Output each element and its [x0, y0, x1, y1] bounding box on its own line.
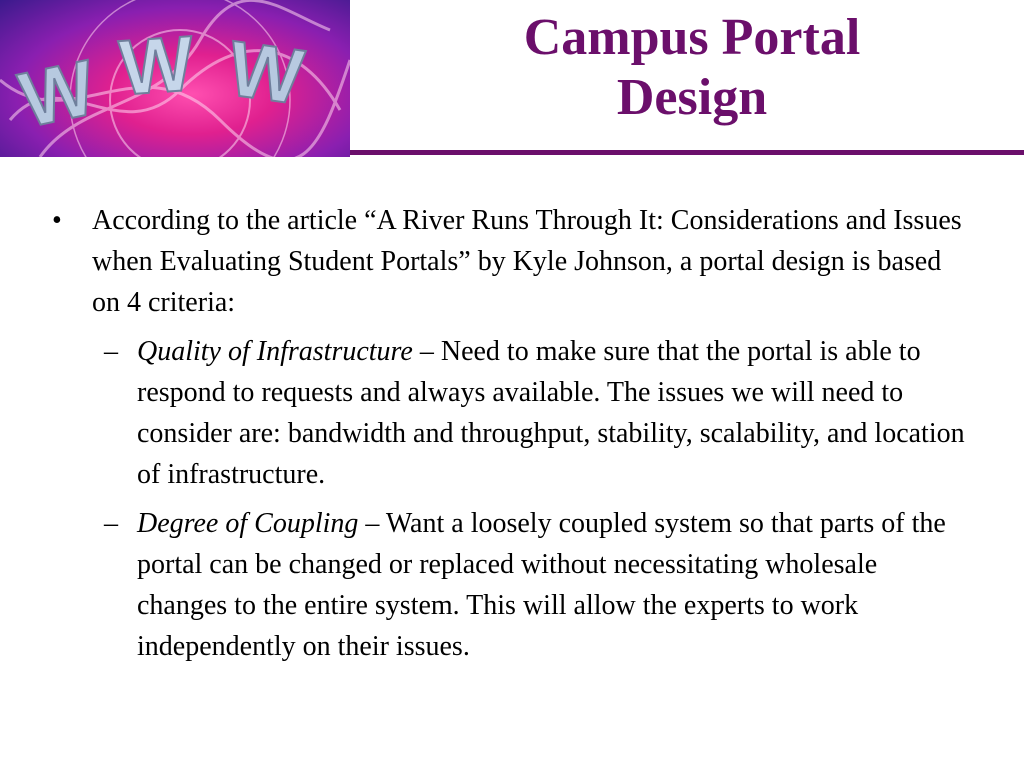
slide-body	[52, 200, 972, 675]
letter-w-1: W	[12, 42, 103, 145]
dash-marker: –	[104, 336, 118, 367]
sub-item-quality-of-infrastructure	[52, 331, 972, 495]
title-line-1: Campus Portal	[523, 9, 861, 66]
sub-item-text: Need to make sure that the portal is able to respond to requests and always available. The issues we will need to consider are: bandwidth and throughput, stability, scalability, and location of infrastructure.	[137, 336, 965, 490]
sub-item-separator: –	[358, 508, 386, 539]
sub-item-text: Want a loosely coupled system so that parts of the portal can be changed or replaced without necessitating wholesale changes to the entire system. This will allow the experts to work independently on their issues.	[137, 508, 946, 662]
sub-item-term: Degree of Coupling	[137, 508, 359, 539]
sub-item-degree-of-coupling	[52, 503, 972, 667]
title-divider	[350, 150, 1024, 155]
bullet-item	[52, 200, 972, 323]
title-line-2: Design	[616, 69, 768, 126]
slide-title	[360, 8, 1024, 128]
bullet-marker: •	[52, 205, 62, 236]
bullet-text: According to the article “A River Runs Through It: Considerations and Issues when Evaluating Student Portals” by Kyle Johnson, a portal design is based on 4 criteria:	[92, 205, 962, 318]
dash-marker: –	[104, 508, 118, 539]
sub-item-separator: –	[412, 336, 441, 367]
sub-item-term: Quality of Infrastructure	[137, 336, 413, 367]
letter-w-3: W	[223, 23, 309, 122]
www-graphic	[0, 0, 350, 157]
www-globe-image	[0, 0, 350, 157]
letter-w-2: W	[116, 18, 197, 112]
